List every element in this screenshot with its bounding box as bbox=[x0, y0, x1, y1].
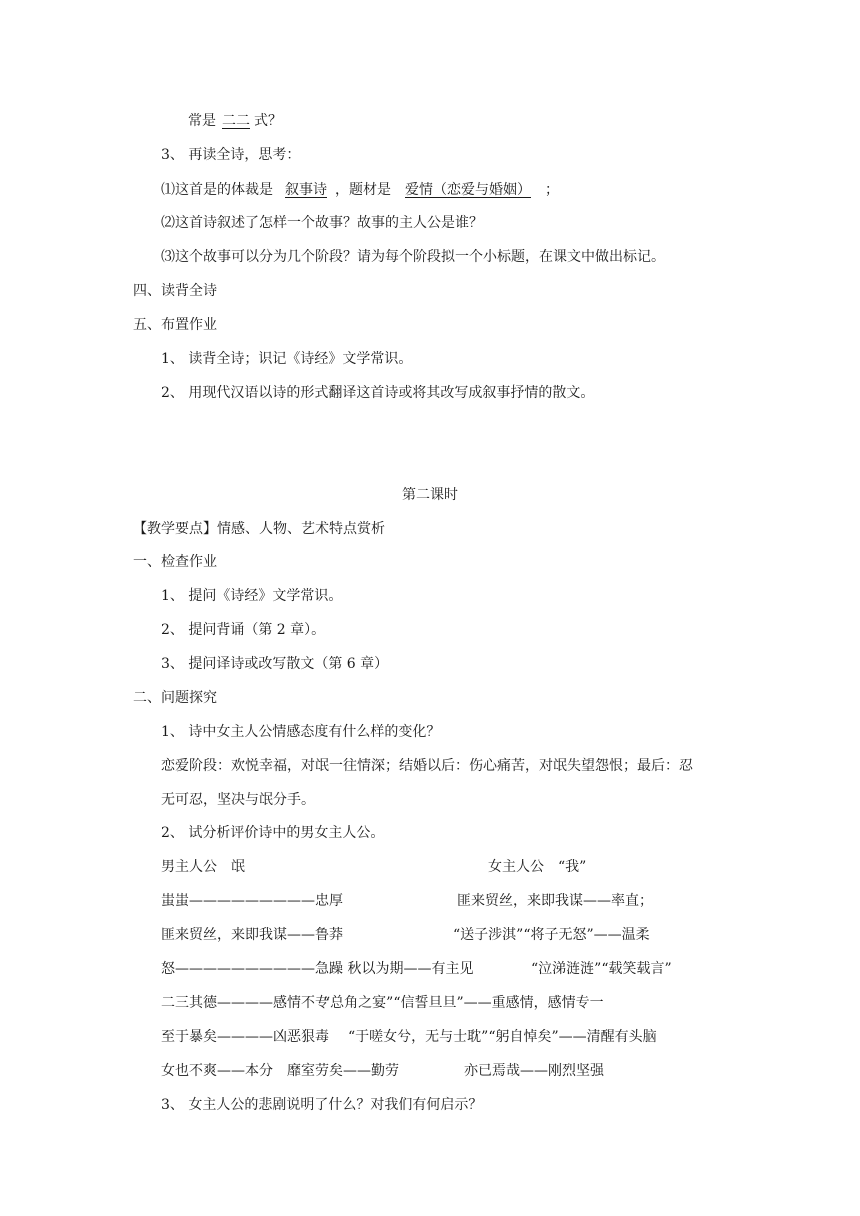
analysis-row-female: “送子涉淇”“将子无怒”——温柔 bbox=[453, 927, 650, 943]
analysis-row-male: 蚩蚩—————————忠厚 bbox=[161, 893, 343, 909]
text-segment: 情感、人物、艺术特点赏析 bbox=[217, 521, 385, 537]
section-heading: 二、问题探究 bbox=[133, 690, 217, 706]
section-heading: 四、读背全诗 bbox=[133, 283, 217, 299]
analysis-row-male: 怒——————————急躁 秋以为期——有主见 bbox=[161, 961, 474, 977]
list-item: 1、 读背全诗；识记《诗经》文学常识。 bbox=[161, 351, 413, 367]
answer-blank: 爱情（恋爱与婚姻） bbox=[405, 182, 531, 198]
question-item: 1、 诗中女主人公情感态度有什么样的变化？ bbox=[161, 724, 441, 740]
text-line bbox=[188, 111, 282, 131]
text-segment: ，题材是 bbox=[335, 182, 391, 198]
list-item: 2、 用现代汉语以诗的形式翻译这首诗或将其改写成叙事抒情的散文。 bbox=[161, 385, 595, 401]
question-subitem bbox=[161, 180, 559, 200]
answer-blank: 二二 bbox=[222, 113, 250, 129]
list-item: 2、 提问背诵（第 2 章）。 bbox=[161, 622, 326, 638]
text-segment: 式？ bbox=[254, 113, 282, 129]
analysis-row-female: “泣涕涟涟”“载笑载言” bbox=[531, 961, 672, 977]
lesson-title: 第二课时 bbox=[402, 487, 458, 503]
analysis-row-male: 匪来贸丝，来即我谋——鲁莽 bbox=[161, 927, 343, 943]
section-heading: 一、检查作业 bbox=[133, 554, 217, 570]
question-item: 3、 女主人公的悲剧说明了什么？对我们有何启示？ bbox=[161, 1097, 483, 1113]
analysis-row-female: “总角之宴”“信誓旦旦”——重感情，感情专一 bbox=[323, 995, 604, 1011]
text-segment: ⑴这首是的体裁是 bbox=[161, 182, 273, 198]
analysis-row-female: 亦已焉哉——刚烈坚强 bbox=[464, 1063, 604, 1079]
analysis-row-female: “于嗟女兮，无与士耽”“躬自悼矣”——清醒有头脑 bbox=[348, 1029, 657, 1045]
analysis-row-header: 女主人公 “我” bbox=[488, 859, 587, 875]
teaching-points bbox=[133, 519, 385, 539]
question-subitem: ⑵这首诗叙述了怎样一个故事？故事的主人公是谁？ bbox=[161, 215, 483, 231]
answer-text: 无可忍，坚决与氓分手。 bbox=[161, 792, 315, 808]
analysis-row-male: 至于暴矣————凶恶狠毒 bbox=[161, 1029, 329, 1045]
question-subitem: ⑶这个故事可以分为几个阶段？请为每个阶段拟一个小标题，在课文中做出标记。 bbox=[161, 249, 665, 265]
answer-blank: 叙事诗 bbox=[285, 182, 327, 198]
analysis-row-male: 二三其德————感情不专 bbox=[161, 995, 329, 1011]
section-heading: 五、布置作业 bbox=[133, 317, 217, 333]
list-item: 3、 提问译诗或改写散文（第 6 章） bbox=[161, 656, 389, 672]
analysis-row-male: 女也不爽——本分 靡室劳矣——勤劳 bbox=[161, 1063, 399, 1079]
text-segment: ； bbox=[545, 182, 559, 198]
question-item: 2、 试分析评价诗中的男女主人公。 bbox=[161, 825, 385, 841]
text-segment: 常是 bbox=[188, 113, 216, 129]
answer-text: 恋爱阶段：欢悦幸福，对氓一往情深；结婚以后：伤心痛苦，对氓失望怨恨；最后：忍 bbox=[161, 758, 693, 774]
analysis-row-header: 男主人公 氓 bbox=[161, 859, 245, 875]
question-item: 3、 再读全诗，思考： bbox=[161, 147, 301, 163]
analysis-row-female: 匪来贸丝，来即我谋——率直； bbox=[457, 893, 653, 909]
bracket-label: 【教学要点】 bbox=[133, 521, 217, 537]
list-item: 1、 提问《诗经》文学常识。 bbox=[161, 588, 343, 604]
